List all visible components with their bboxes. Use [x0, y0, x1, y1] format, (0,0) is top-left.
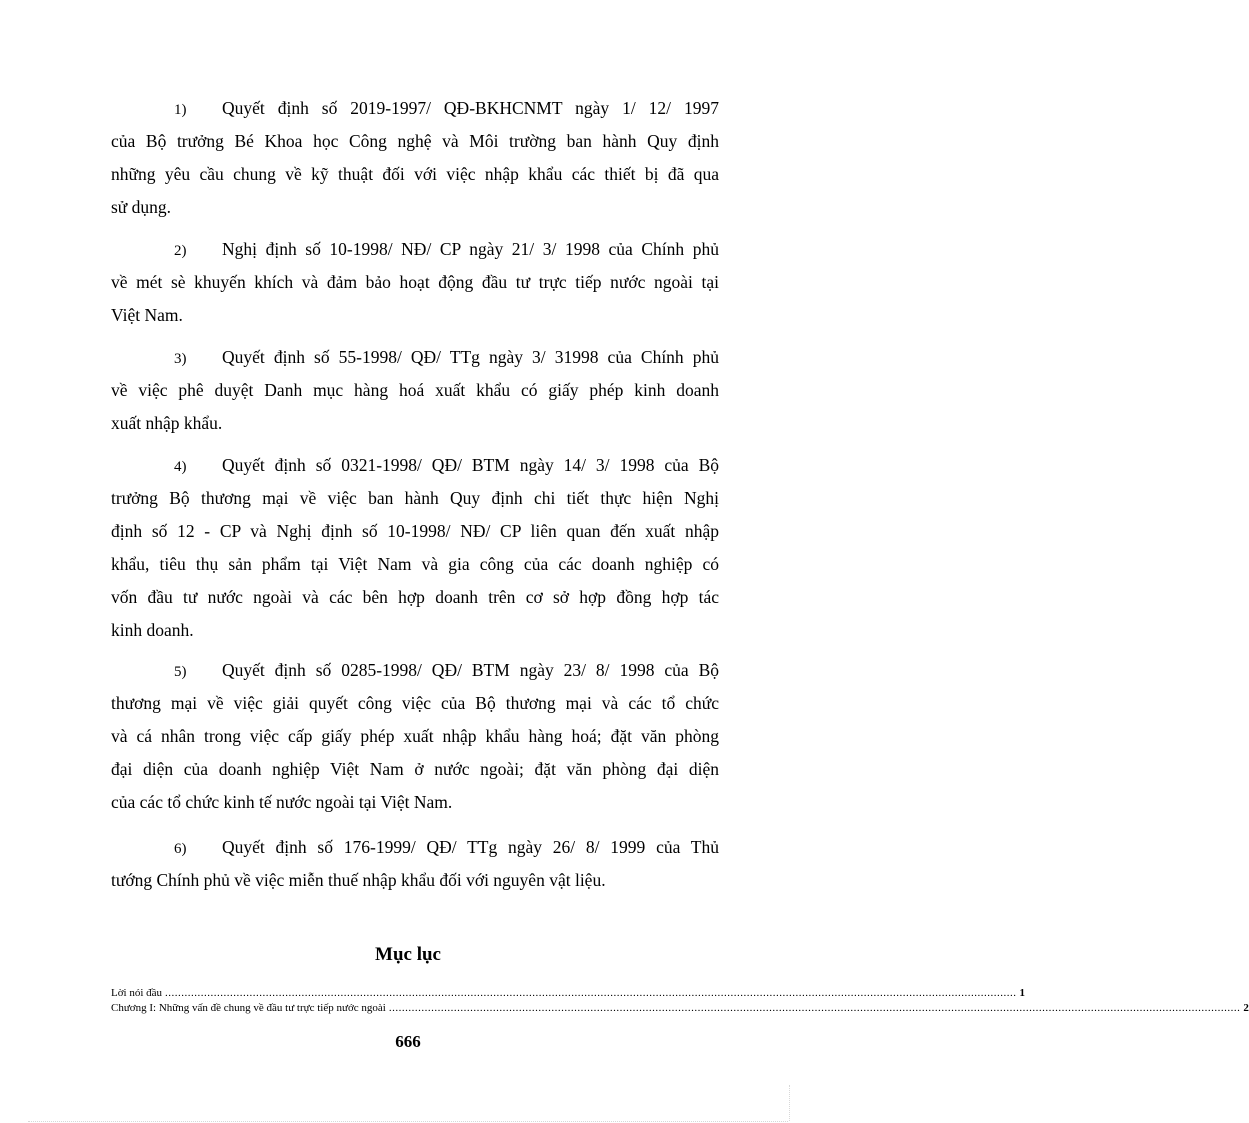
margin-divider — [789, 1085, 790, 1121]
item-line: Quyết định số 176-1999/ QĐ/ TTg ngày 26/ 8/ 1999 của Thủ — [222, 837, 719, 857]
toc-entry[interactable] — [111, 1001, 1249, 1015]
item-line: tướng Chính phủ về việc miễn thuế nhập khẩu đối với nguyên vật liệu. — [111, 870, 606, 890]
list-item — [111, 658, 719, 820]
item-number: 5) — [174, 664, 187, 680]
toc-entry[interactable] — [111, 986, 1026, 1000]
item-line: vốn đầu tư nước ngoài và các bên hợp doanh trên cơ sở hợp đồng hợp tác — [111, 587, 719, 607]
item-line: của các tổ chức kinh tế nước ngoài tại Việt Nam. — [111, 792, 453, 812]
item-line: sử dụng. — [111, 197, 172, 217]
footer-divider — [28, 1121, 788, 1122]
list-item — [111, 237, 719, 333]
list-item — [111, 96, 719, 226]
item-line: khẩu, tiêu thụ sản phẩm tại Việt Nam và gia công của các doanh nghiệp có — [111, 554, 719, 574]
item-line: và cá nhân trong việc cấp giấy phép xuất nhập khẩu hàng hoá; đặt văn phòng — [111, 726, 719, 746]
item-line: Việt Nam. — [111, 305, 183, 325]
list-item — [111, 835, 719, 895]
item-line: về mét sè khuyến khích và đảm bảo hoạt động đầu tư trực tiếp nước ngoài tại — [111, 272, 719, 292]
item-line: Quyết định số 0321-1998/ QĐ/ BTM ngày 14/ 3/ 1998 của Bộ — [222, 455, 719, 475]
item-line: thương mại về việc giải quyết công việc của Bộ thương mại và các tổ chức — [111, 693, 719, 713]
toc-leader-dots: ...................................................................................................................................................................................................................................................................... — [388, 1002, 1241, 1014]
item-line: Quyết định số 0285-1998/ QĐ/ BTM ngày 23/ 8/ 1998 của Bộ — [222, 660, 719, 680]
item-line: Quyết định số 2019-1997/ QĐ-BKHCNMT ngày 1/ 12/ 1997 — [222, 98, 719, 118]
item-number: 1) — [174, 102, 187, 118]
item-line: về việc phê duyệt Danh mục hàng hoá xuất khẩu có giấy phép kinh doanh — [111, 380, 719, 400]
toc-title: Mục lục — [375, 944, 441, 965]
item-line: trưởng Bộ thương mại về việc ban hành Quy định chi tiết thực hiện Nghị — [111, 488, 719, 508]
toc-entry-label: Lời nói đầu — [111, 987, 163, 999]
item-line: của Bộ trưởng Bé Khoa học Công nghệ và Môi trường ban hành Quy định — [111, 131, 719, 151]
list-item — [111, 345, 719, 441]
toc-leader-dots: ...................................................................................................................................................................................................................................................................... — [165, 987, 1017, 999]
item-number: 3) — [174, 351, 187, 367]
item-line: định số 12 - CP và Nghị định số 10-1998/ NĐ/ CP liên quan đến xuất nhập — [111, 521, 719, 541]
toc-entry-label: Chương I: Những vấn đề chung về đầu tư trực tiếp nước ngoài — [111, 1002, 386, 1014]
item-line: Quyết định số 55-1998/ QĐ/ TTg ngày 3/ 31998 của Chính phủ — [222, 347, 719, 367]
item-number: 6) — [174, 841, 187, 857]
item-line: những yêu cầu chung về kỹ thuật đối với việc nhập khẩu các thiết bị đã qua — [111, 164, 719, 184]
item-line: đại diện của doanh nghiệp Việt Nam ở nước ngoài; đặt văn phòng đại diện — [111, 759, 719, 779]
page-number: 666 — [395, 1032, 421, 1051]
item-line: Nghị định số 10-1998/ NĐ/ CP ngày 21/ 3/ 1998 của Chính phủ — [222, 239, 719, 259]
list-item — [111, 453, 719, 648]
item-line: kinh doanh. — [111, 620, 194, 640]
toc-entry-page: 1 — [1019, 987, 1026, 999]
item-line: xuất nhập khẩu. — [111, 413, 223, 433]
toc-entry-page: 2 — [1243, 1002, 1249, 1014]
item-number: 4) — [174, 459, 187, 475]
item-number: 2) — [174, 243, 187, 259]
